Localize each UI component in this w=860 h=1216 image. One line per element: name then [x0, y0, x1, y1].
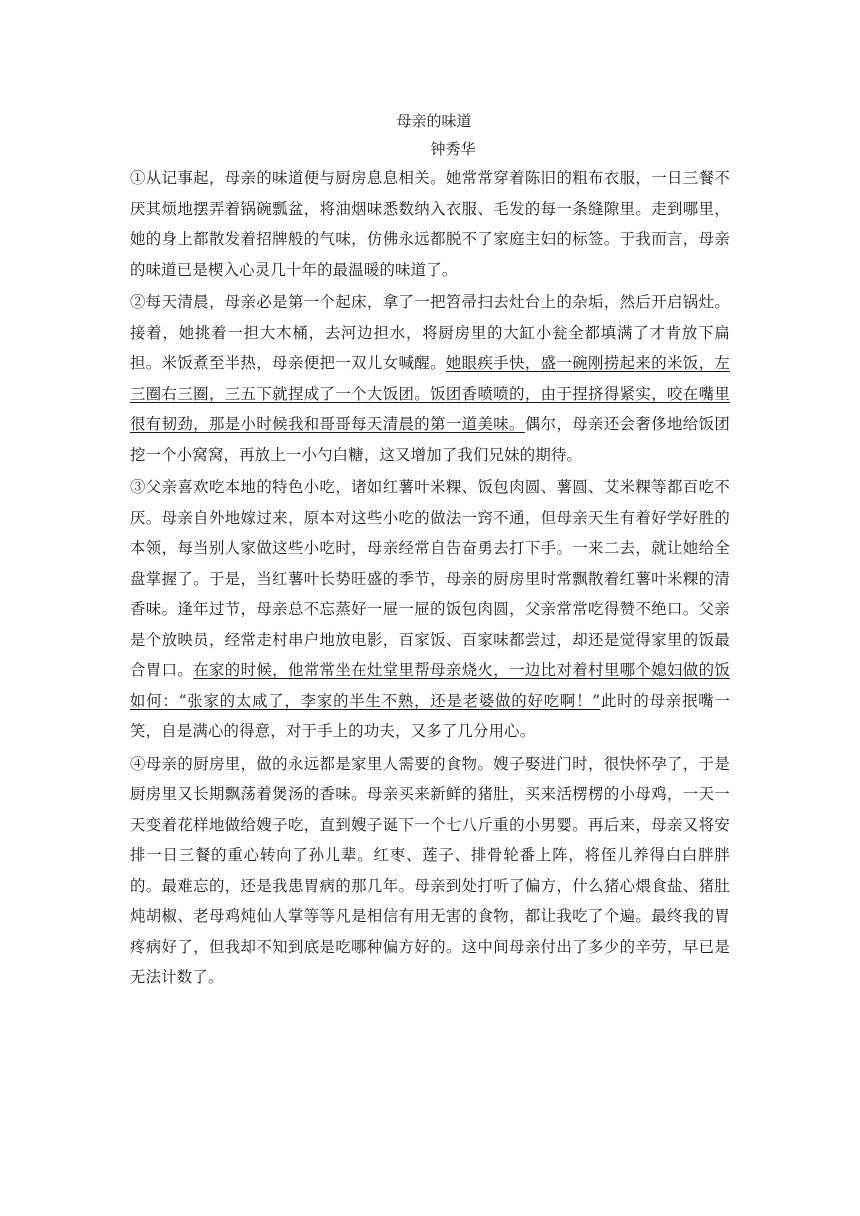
paragraph-3-underlined-passage: 在家的时候，他常常坐在灶堂里帮母亲烧火，一边比对着村里哪个媳妇做的饭如何：“张家的太咸了，李家的半生不熟，还是老婆做的好吃啊！” — [130, 661, 730, 710]
article-title: 母亲的味道 — [396, 112, 472, 130]
paragraph-3 — [130, 472, 730, 747]
paragraph-4 — [130, 749, 730, 993]
paragraph-1 — [130, 163, 730, 285]
paragraph-3-text-after: 此时的母亲抿嘴一笑，自是满心的得意，对于手上的功夫，又多了几分用心。 — [130, 691, 730, 740]
document-page — [130, 110, 730, 995]
article-author: 钟秀华 — [430, 140, 476, 158]
paragraph-2-text-after: 偶尔，母亲还会奢侈地给饭团挖一个小窝窝，再放上一小勺白糖，这又增加了我们兄妹的期待。 — [130, 415, 730, 464]
paragraph-3-text-before: ③父亲喜欢吃本地的特色小吃，诸如红薯叶米粿、饭包肉圆、薯圆、艾米粿等都百吃不厌。母亲自外地嫁过来，原本对这些小吃的做法一窍不通，但母亲天生有着好学好胜的本领，每当别人家做这些小吃时，母亲经常自告奋勇去打下手。一来二去，就让她给全盘掌握了。于是，当红薯叶长势旺盛的季节，母亲的厨房里时常飘散着红薯叶米粿的清香味。逢年过节，母亲总不忘蒸好一屉一屉的饭包肉圆，父亲常常吃得赞不绝口。父亲是个放映员，经常走村串户地放电影，百家饭、百家味都尝过，却还是觉得家里的饭最合胃口。 — [130, 478, 730, 679]
paragraph-4-text: ④母亲的厨房里，做的永远都是家里人需要的食物。嫂子娶进门时，很快怀孕了，于是厨房里又长期飘荡着煲汤的香味。母亲买来新鲜的猪肚，买来活楞楞的小母鸡，一天一天变着花样地做给嫂子吃，直到嫂子诞下一个七八斤重的小男婴。再后来，母亲又将安排一日三餐的重心转向了孙儿辈。红枣、莲子、排骨轮番上阵，将侄儿养得白白胖胖的。最难忘的，还是我患胃病的那几年。母亲到处打听了偏方，什么猪心煨食盐、猪肚炖胡椒、老母鸡炖仙人掌等等凡是相信有用无害的食物，都让我吃了个遍。最终我的胃疼病好了，但我却不知到底是吃哪种偏方好的。这中间母亲付出了多少的辛劳，早已是无法计数了。 — [130, 754, 730, 986]
paragraph-2-text-before: ②每天清晨，母亲必是第一个起床，拿了一把笤帚扫去灶台上的杂垢，然后开启锅灶。接着，她挑着一担大木桶，去河边担水，将厨房里的大缸小瓮全都填满了才肯放下扁担。米饭煮至半热，母亲便把一双儿女喊醒。 — [130, 293, 730, 372]
paragraph-2-underlined-passage: 她眼疾手快，盛一碗刚捞起来的米饭，左三圈右三圈，三五下就捏成了一个大饭团。饭团香喷喷的，由于捏挤得紧实，咬在嘴里很有韧劲，那是小时候我和哥哥每天清晨的第一道美味。 — [130, 354, 730, 433]
paragraph-1-text: ①从记事起，母亲的味道便与厨房息息相关。她常常穿着陈旧的粗布衣服，一日三餐不厌其烦地摆弄着锅碗瓢盆，将油烟味悉数纳入衣服、毛发的每一条缝隙里。走到哪里，她的身上都散发着招牌般的气味，仿佛永远都脱不了家庭主妇的标签。于我而言，母亲的味道已是楔入心灵几十年的最温暖的味道了。 — [130, 169, 730, 279]
paragraph-2 — [130, 287, 730, 470]
